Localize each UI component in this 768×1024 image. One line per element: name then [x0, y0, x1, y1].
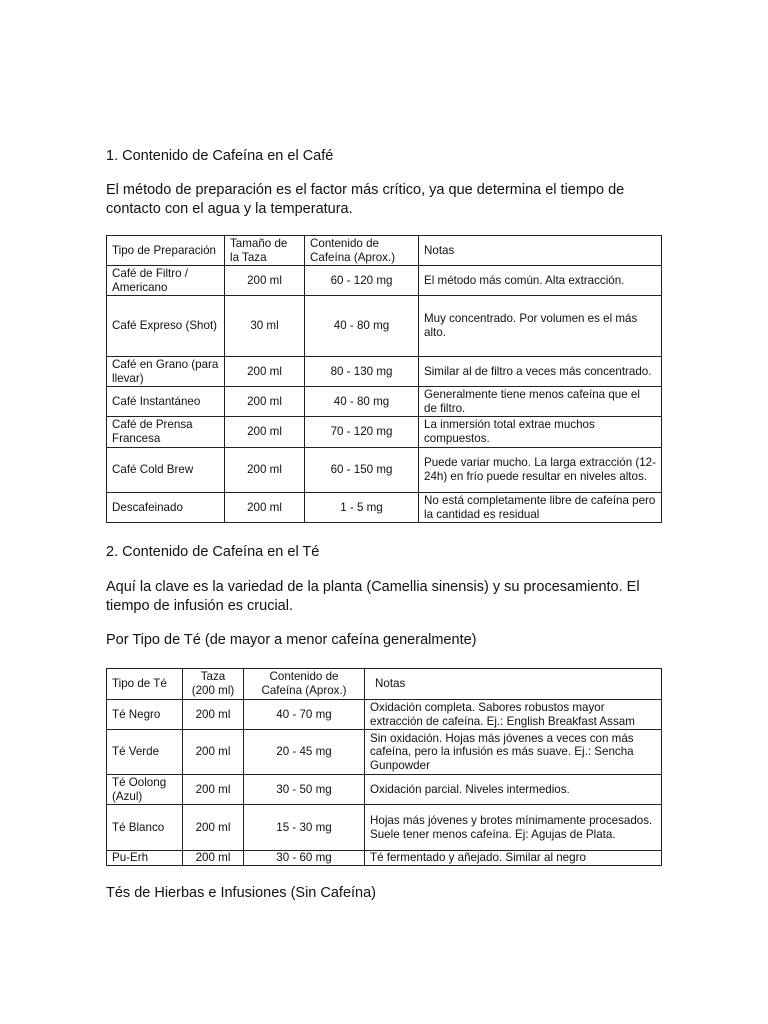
header-cell: Tipo de Té	[107, 669, 183, 700]
table-header-row	[107, 669, 662, 700]
table-cell: 200 ml	[183, 805, 244, 851]
coffee-section-heading: 1. Contenido de Cafeína en el Café	[106, 148, 334, 164]
tea-section-heading: 2. Contenido de Cafeína en el Té	[106, 544, 320, 560]
table-row	[107, 851, 662, 866]
table-row	[107, 805, 662, 851]
table-cell: Café de Prensa Francesa	[107, 417, 225, 448]
table-cell: 40 - 70 mg	[244, 700, 365, 730]
table-row	[107, 357, 662, 387]
table-row	[107, 387, 662, 417]
table-cell: Té Negro	[107, 700, 183, 730]
table-cell: 40 - 80 mg	[305, 296, 419, 357]
table-cell: 80 - 130 mg	[305, 357, 419, 387]
table-row	[107, 417, 662, 448]
table-cell: 1 - 5 mg	[305, 493, 419, 523]
table-cell: Café Expreso (Shot)	[107, 296, 225, 357]
table-cell: Similar al de filtro a veces más concentrado.	[419, 357, 662, 387]
header-cell: Tamaño de la Taza	[225, 236, 305, 266]
table-cell: Puede variar mucho. La larga extracción (12-24h) en frío puede resultar en niveles altos.	[419, 448, 662, 493]
table-cell: 60 - 120 mg	[305, 266, 419, 296]
table-cell: Té Blanco	[107, 805, 183, 851]
table-row	[107, 730, 662, 775]
table-cell: 20 - 45 mg	[244, 730, 365, 775]
table-cell: 60 - 150 mg	[305, 448, 419, 493]
tea-subheading: Por Tipo de Té (de mayor a menor cafeína generalmente)	[106, 632, 477, 648]
table-cell: 200 ml	[225, 448, 305, 493]
table-header-row	[107, 236, 662, 266]
table-row	[107, 296, 662, 357]
header-cell: Notas	[365, 669, 662, 700]
header-cell: Contenido de Cafeína (Aprox.)	[244, 669, 365, 700]
table-cell: 70 - 120 mg	[305, 417, 419, 448]
herbal-section-heading: Tés de Hierbas e Infusiones (Sin Cafeína)	[106, 885, 376, 901]
table-cell: 200 ml	[225, 266, 305, 296]
table-row	[107, 266, 662, 296]
table-cell: Café en Grano (para llevar)	[107, 357, 225, 387]
table-cell: 30 - 50 mg	[244, 775, 365, 805]
table-cell: No está completamente libre de cafeína pero la cantidad es residual	[419, 493, 662, 523]
table-cell: Muy concentrado. Por volumen es el más alto.	[419, 296, 662, 357]
table-row	[107, 493, 662, 523]
table-row	[107, 775, 662, 805]
table-cell: Pu-Erh	[107, 851, 183, 866]
table-cell: 30 - 60 mg	[244, 851, 365, 866]
header-cell: Contenido de Cafeína (Aprox.)	[305, 236, 419, 266]
table-row	[107, 448, 662, 493]
tea-caffeine-table	[106, 668, 662, 866]
table-cell: Café Cold Brew	[107, 448, 225, 493]
table-cell: 30 ml	[225, 296, 305, 357]
table-cell: 40 - 80 mg	[305, 387, 419, 417]
table-cell: Café de Filtro / Americano	[107, 266, 225, 296]
table-cell: Generalmente tiene menos cafeína que el de filtro.	[419, 387, 662, 417]
table-cell: El método más común. Alta extracción.	[419, 266, 662, 296]
header-cell: Taza (200 ml)	[183, 669, 244, 700]
coffee-caffeine-table	[106, 235, 662, 523]
table-cell: 200 ml	[225, 493, 305, 523]
header-cell: Notas	[419, 236, 662, 266]
tea-intro-paragraph: Aquí la clave es la variedad de la planta (Camellia sinensis) y su procesamiento. El tiempo de infusión es crucial.	[106, 579, 640, 614]
table-cell: 200 ml	[183, 730, 244, 775]
table-cell: 200 ml	[225, 387, 305, 417]
table-cell: 200 ml	[225, 417, 305, 448]
header-cell: Tipo de Preparación	[107, 236, 225, 266]
coffee-intro-paragraph: El método de preparación es el factor más crítico, ya que determina el tiempo de contacto con el agua y la temperatura.	[106, 182, 625, 217]
table-cell: 15 - 30 mg	[244, 805, 365, 851]
table-cell: Té Oolong (Azul)	[107, 775, 183, 805]
table-cell: Hojas más jóvenes y brotes mínimamente procesados. Suele tener menos cafeína. Ej: Agujas de Plata.	[365, 805, 662, 851]
table-cell: La inmersión total extrae muchos compuestos.	[419, 417, 662, 448]
table-cell: Oxidación parcial. Niveles intermedios.	[365, 775, 662, 805]
table-cell: 200 ml	[183, 851, 244, 866]
table-cell: 200 ml	[183, 775, 244, 805]
table-cell: Oxidación completa. Sabores robustos mayor extracción de cafeína. Ej.: English Breakfast Assam	[365, 700, 662, 730]
table-cell: Té Verde	[107, 730, 183, 775]
table-cell: Sin oxidación. Hojas más jóvenes a veces con más cafeína, pero la infusión es más suave. Ej.: Sencha Gunpowder	[365, 730, 662, 775]
table-cell: 200 ml	[183, 700, 244, 730]
table-cell: Café Instantáneo	[107, 387, 225, 417]
table-cell: Té fermentado y añejado. Similar al negro	[365, 851, 662, 866]
table-cell: Descafeinado	[107, 493, 225, 523]
table-row	[107, 700, 662, 730]
table-cell: 200 ml	[225, 357, 305, 387]
